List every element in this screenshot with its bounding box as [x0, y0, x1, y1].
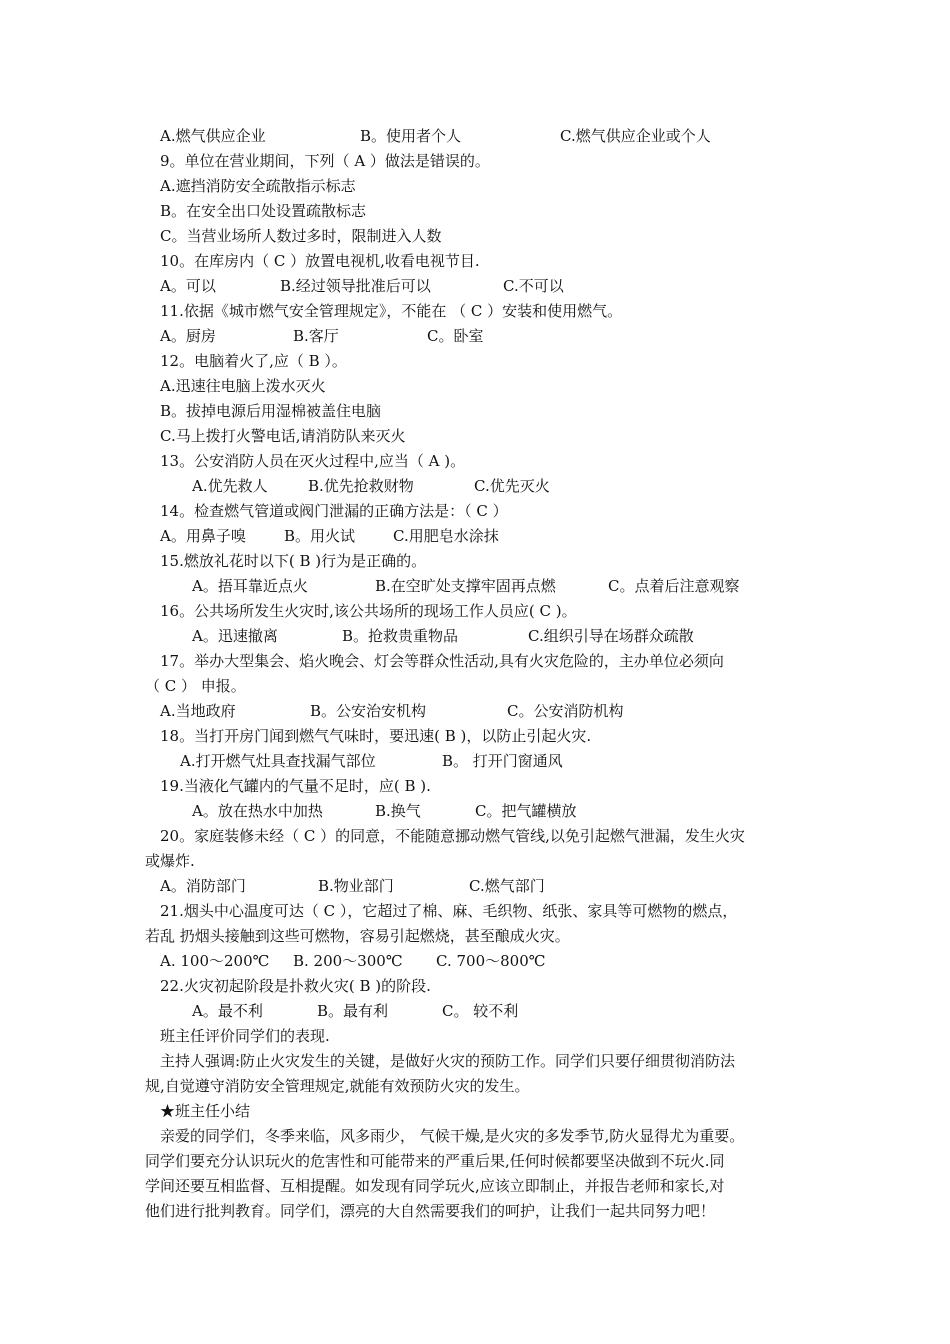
- option: A。厨房: [160, 327, 216, 345]
- option: B.客厅: [293, 327, 339, 345]
- option-line: A.迅速往电脑上泼水灭火: [160, 377, 326, 395]
- option: A.当地政府: [160, 702, 236, 720]
- paragraph-line: 亲爱的同学们，冬季来临，风多雨少， 气候干燥,是火灾的多发季节,防火显得尤为重要。: [160, 1127, 745, 1145]
- question-line: 20。家庭装修未经（ C ）的同意，不能随意挪动燃气管线,以免引起燃气泄漏，发生火灾: [160, 827, 745, 845]
- option: A。消防部门: [160, 877, 246, 895]
- question-line: 22.火灾初起阶段是扑救火灾( B )的阶段.: [160, 977, 431, 995]
- question-line: 13。公安消防人员在灭火过程中,应当（ A )。: [160, 452, 466, 470]
- paragraph-line: 班主任评价同学们的表现.: [160, 1027, 330, 1045]
- option: B.换气: [375, 802, 421, 820]
- option: A.燃气供应企业: [160, 127, 266, 145]
- option: B。 打开门窗通风: [442, 752, 563, 770]
- option: B。抢救贵重物品: [342, 627, 459, 645]
- question-line: 16。公共场所发生火灾时,该公共场所的现场工作人员应( C )。: [160, 602, 577, 620]
- option: A。迅速撤离: [192, 627, 278, 645]
- question-line: 若乱 扔烟头接触到这些可燃物，容易引起燃烧，甚至酿成火灾。: [145, 927, 570, 945]
- option: B.物业部门: [318, 877, 394, 895]
- option-line: C。当营业场所人数过多时，限制进入人数: [160, 227, 442, 245]
- option: C。 较不利: [442, 1002, 519, 1020]
- option-line: B。在安全出口处设置疏散标志: [160, 202, 367, 220]
- question-line: 11.依据《城市燃气安全管理规定》，不能在 （ C ）安装和使用燃气。: [160, 302, 623, 320]
- question-line: 12。电脑着火了,应（ B ）。: [160, 352, 347, 370]
- option: C。把气罐横放: [475, 802, 577, 820]
- question-line: 18。当打开房门闻到燃气气味时，要迅速( B )，以防止引起火灾.: [160, 727, 592, 745]
- question-line: 19.当液化气罐内的气量不足时，应( B ).: [160, 777, 431, 795]
- option: B。最有利: [317, 1002, 389, 1020]
- option: B。公安治安机构: [310, 702, 427, 720]
- option: C.不可以: [503, 277, 564, 295]
- section-heading: ★班主任小结: [160, 1102, 251, 1120]
- option: C.燃气部门: [469, 877, 545, 895]
- paragraph-line: 主持人强调:防止火灾发生的关键，是做好火灾的预防工作。同学们只要仔细贯彻消防法: [160, 1052, 736, 1070]
- option: C.用肥皂水涂抹: [393, 527, 499, 545]
- option: B. 200～300℃: [293, 952, 403, 970]
- option: B。使用者个人: [360, 127, 462, 145]
- option: C.优先灭火: [474, 477, 550, 495]
- question-line: 10。在库房内（ C ）放置电视机,收看电视节目.: [160, 252, 480, 270]
- option: A。用鼻子嗅: [160, 527, 246, 545]
- paragraph-line: 他们进行批判教育。同学们，漂亮的大自然需要我们的呵护，让我们一起共同努力吧！: [145, 1202, 716, 1220]
- option: A.优先救人: [192, 477, 268, 495]
- option: C.燃气供应企业或个人: [560, 127, 711, 145]
- paragraph-line: 学间还要互相监督、互相提醒。如发现有同学玩火,应该立即制止，并报告老师和家长,对: [145, 1177, 725, 1195]
- option: B。用火试: [284, 527, 356, 545]
- option: C.组织引导在场群众疏散: [528, 627, 694, 645]
- option: C. 700～800℃: [436, 952, 546, 970]
- option: C。卧室: [427, 327, 484, 345]
- question-line: 21.烟头中心温度可达（ C ），它超过了棉、麻、毛织物、纸张、家具等可燃物的燃点，: [160, 902, 738, 920]
- option: A. 100～200℃: [160, 952, 270, 970]
- option: A.打开燃气灶具查找漏气部位: [180, 752, 376, 770]
- option: A。最不利: [192, 1002, 263, 1020]
- question-line: 9。单位在营业期间，下列（ A ）做法是错误的。: [160, 152, 490, 170]
- paragraph-line: 规,自觉遵守消防安全管理规定,就能有效预防火灾的发生。: [145, 1077, 530, 1095]
- option: A。可以: [160, 277, 216, 295]
- option: C。公安消防机构: [507, 702, 624, 720]
- option: C。点着后注意观察: [608, 577, 740, 595]
- option: B.优先抢救财物: [308, 477, 414, 495]
- question-line: （ C ） 申报。: [145, 677, 246, 695]
- paragraph-line: 同学们要充分认识玩火的危害性和可能带来的严重后果,任何时候都要坚决做到不玩火.同: [145, 1152, 725, 1170]
- question-line: 14。检查燃气管道或阀门泄漏的正确方法是：（ C ）: [160, 502, 508, 520]
- option-line: C.马上拨打火警电话,请消防队来灭火: [160, 427, 406, 445]
- question-line: 17。举办大型集会、焰火晚会、灯会等群众性活动,具有火灾危险的，主办单位必须向: [160, 652, 724, 670]
- option: A。捂耳靠近点火: [192, 577, 308, 595]
- question-line: 或爆炸.: [145, 852, 195, 870]
- option: B.经过领导批准后可以: [280, 277, 431, 295]
- option-line: A.遮挡消防安全疏散指示标志: [160, 177, 356, 195]
- option: B.在空旷处支撑牢固再点燃: [375, 577, 556, 595]
- option-line: B。拔掉电源后用湿棉被盖住电脑: [160, 402, 382, 420]
- option: A。放在热水中加热: [192, 802, 323, 820]
- question-line: 15.燃放礼花时以下( B )行为是正确的。: [160, 552, 427, 570]
